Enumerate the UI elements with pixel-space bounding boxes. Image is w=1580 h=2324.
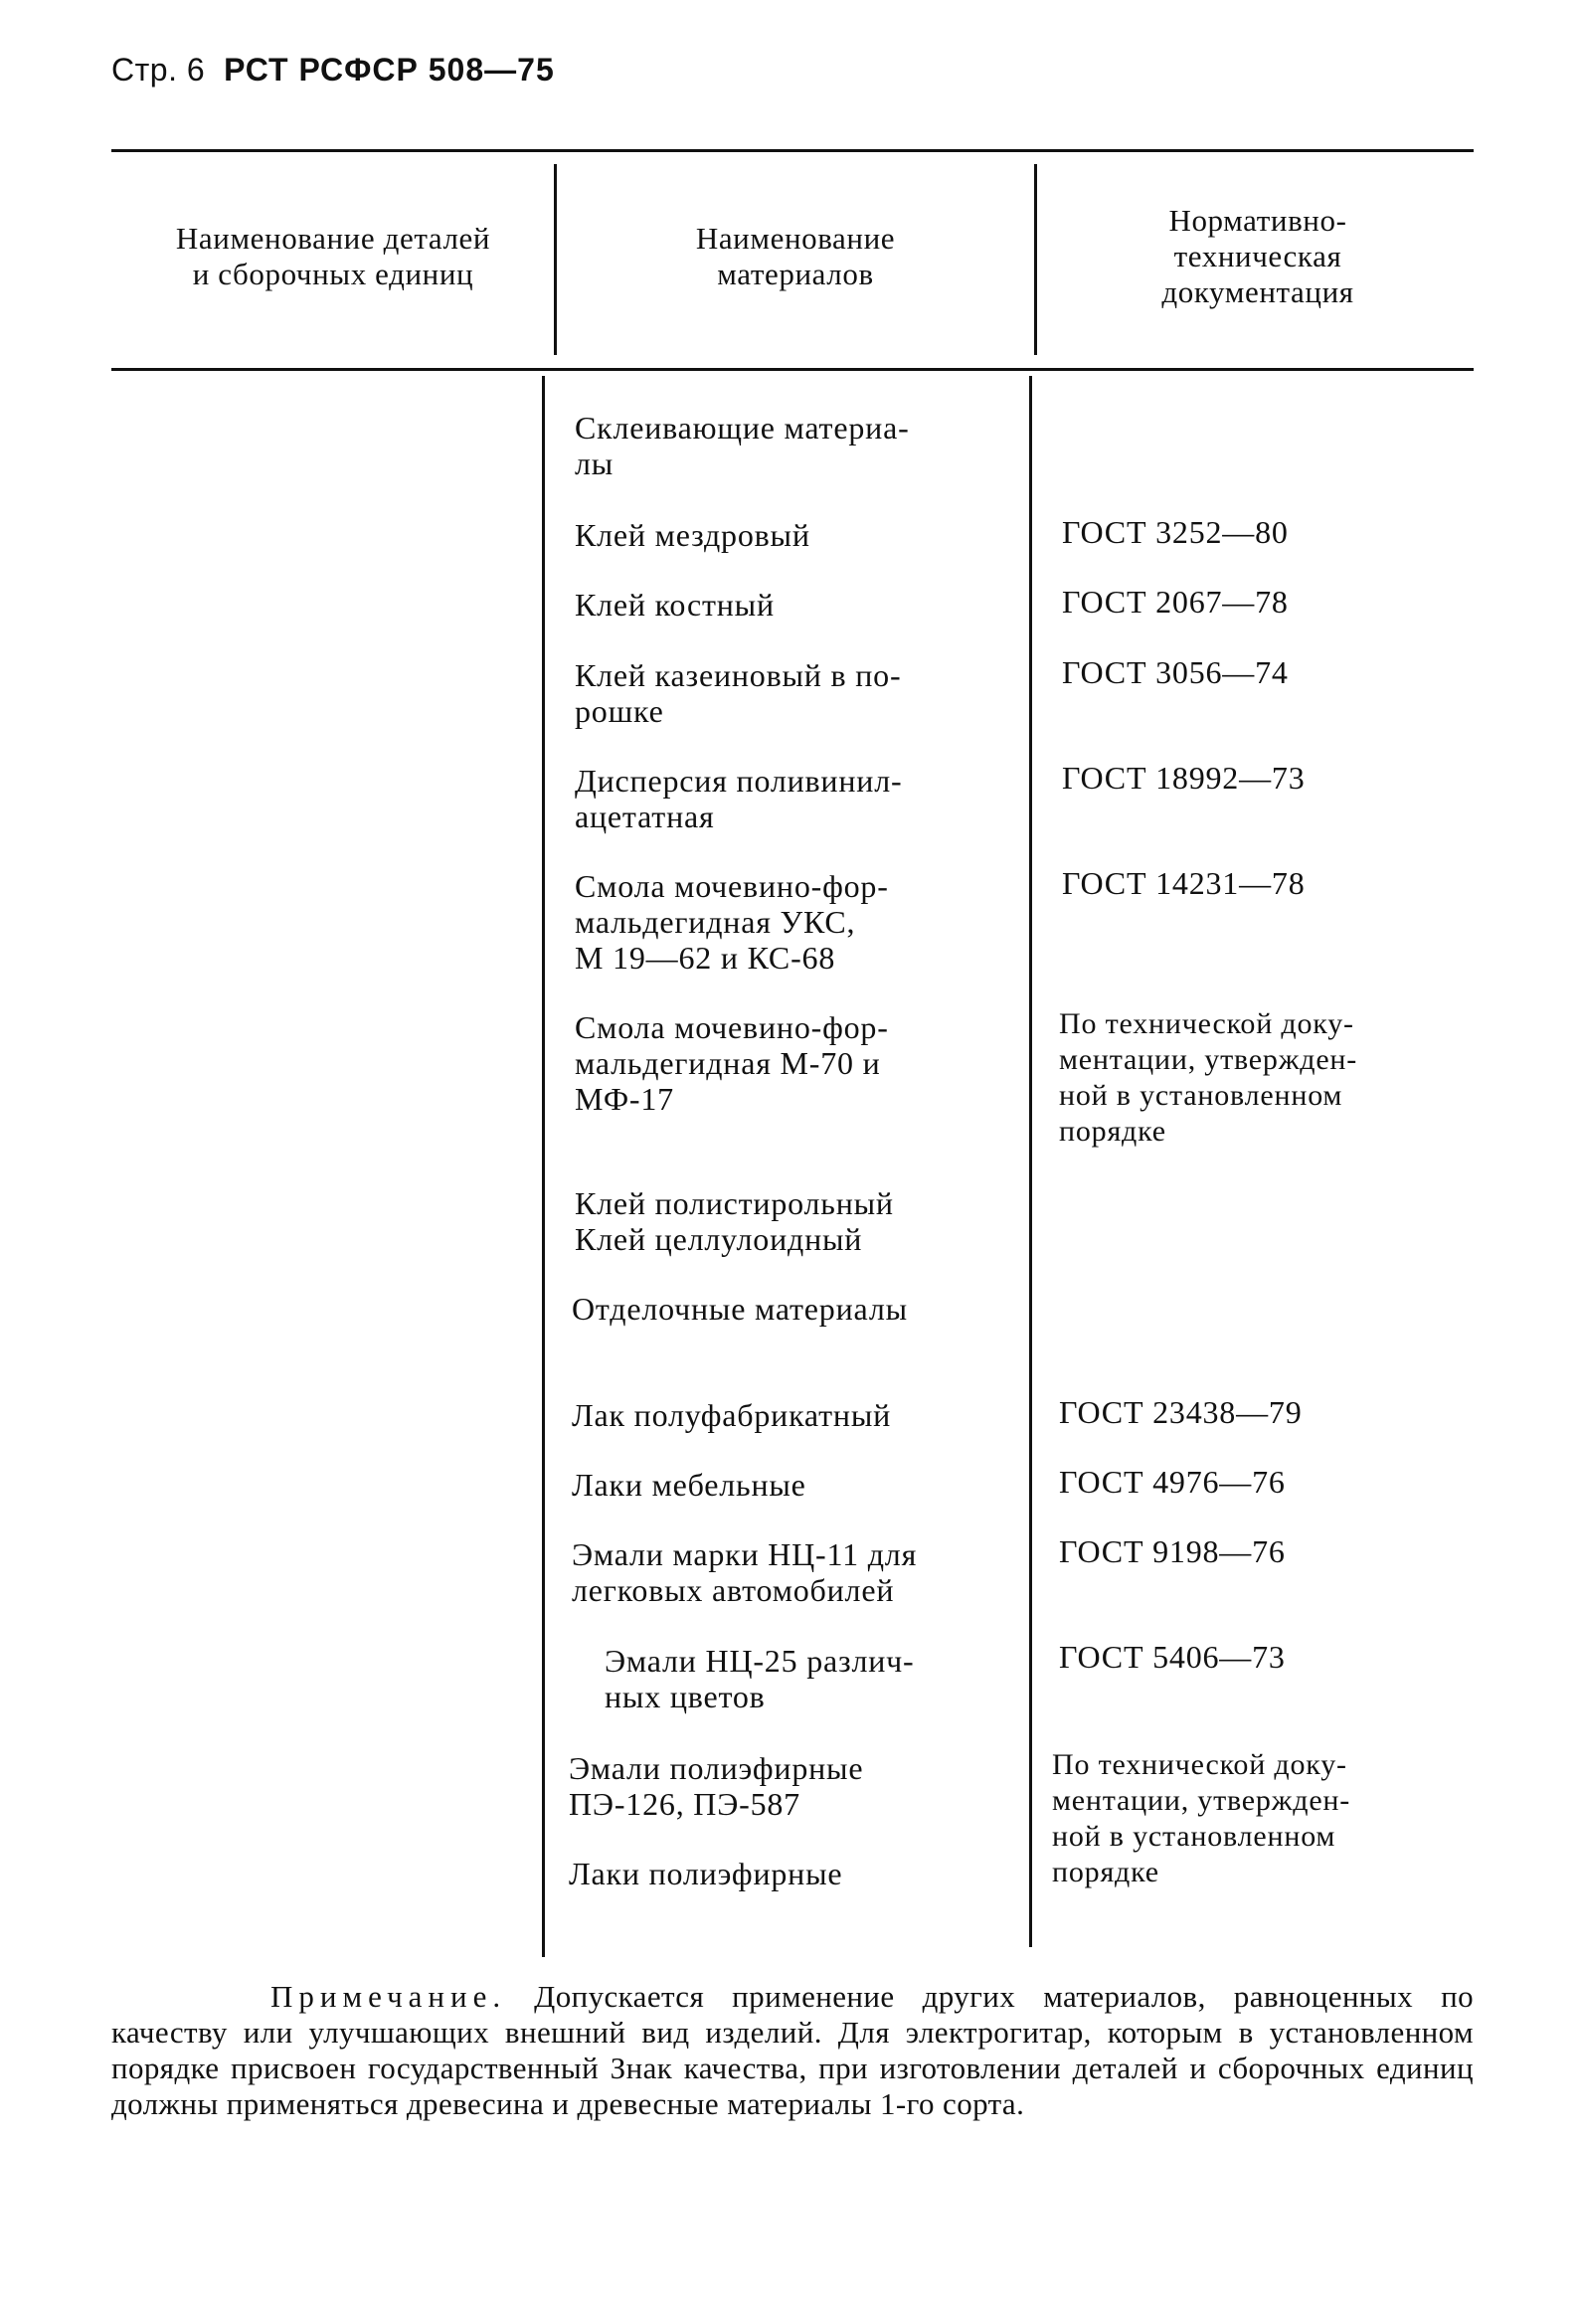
- documentation-cell: По технической доку- ментации, утвержден- ной в установленном порядке: [1052, 1748, 1351, 1888]
- documentation-cell: ГОСТ 2067—78: [1062, 584, 1289, 620]
- material-cell: Отделочные материалы: [572, 1291, 908, 1327]
- page-number: Стр. 6: [111, 52, 206, 88]
- documentation-cell: ГОСТ 3252—80: [1062, 514, 1289, 550]
- footnote-text: Допускается применение других материалов, равноценных по качеству или улучшающих внешний вид изделий. Для электрогитар, которым в установленном порядке присвоен государственный Знак качества, при изготовлении деталей и сборочных единиц должны применяться древесина и древесные материалы 1-го сорта.: [111, 1979, 1474, 2121]
- material-cell: Клей мездровый: [575, 517, 810, 553]
- material-cell: Смола мочевино-фор- мальдегидная М-70 и МФ-17: [575, 1009, 889, 1117]
- column-divider-1-body: [542, 376, 545, 1957]
- documentation-cell: ГОСТ 5406—73: [1059, 1639, 1286, 1675]
- material-cell: Лаки мебельные: [572, 1467, 806, 1503]
- documentation-cell: ГОСТ 18992—73: [1062, 760, 1306, 796]
- documentation-cell: ГОСТ 9198—76: [1059, 1533, 1286, 1569]
- material-cell: Дисперсия поливинил- ацетатная: [575, 763, 903, 834]
- standard-designation: РСТ РСФСР 508—75: [224, 52, 555, 88]
- column-divider-2-header: [1034, 164, 1037, 355]
- column-divider-2-body: [1029, 376, 1032, 1947]
- documentation-cell: ГОСТ 4976—76: [1059, 1464, 1286, 1500]
- material-cell: Лаки полиэфирные: [569, 1856, 843, 1891]
- documentation-cell: ГОСТ 3056—74: [1062, 654, 1289, 690]
- material-cell: Эмали марки НЦ-11 для легковых автомобилей: [572, 1536, 918, 1608]
- table-header-rule: [111, 368, 1474, 371]
- material-cell: Клей костный: [575, 587, 775, 623]
- page-header: [111, 52, 555, 89]
- column-header-parts: Наименование деталей и сборочных единиц: [175, 221, 491, 291]
- material-cell: Эмали НЦ-25 различ- ных цветов: [605, 1643, 915, 1714]
- footnote-lead: Примечание.: [270, 1979, 507, 2014]
- documentation-cell: ГОСТ 23438—79: [1059, 1394, 1303, 1430]
- column-header-documentation: Нормативно- техническая документация: [1161, 203, 1354, 309]
- documentation-cell: По технической доку- ментации, утвержден- ной в установленном порядке: [1059, 1007, 1358, 1148]
- documentation-cell: ГОСТ 14231—78: [1062, 865, 1306, 901]
- material-cell: Клей казеиновый в по- рошке: [575, 657, 902, 729]
- material-cell: Склеивающие материа- лы: [575, 410, 910, 481]
- material-cell: Клей полистирольный Клей целлулоидный: [575, 1185, 894, 1257]
- material-cell: Эмали полиэфирные ПЭ-126, ПЭ-587: [569, 1750, 864, 1822]
- material-cell: Лак полуфабрикатный: [572, 1397, 892, 1433]
- material-cell: Смола мочевино-фор- мальдегидная УКС, М 19—62 и КС-68: [575, 868, 889, 976]
- column-divider-1-header: [554, 164, 557, 355]
- footnote: [111, 1979, 1474, 2122]
- table-top-rule: [111, 149, 1474, 152]
- column-header-materials: Наименование материалов: [695, 221, 896, 291]
